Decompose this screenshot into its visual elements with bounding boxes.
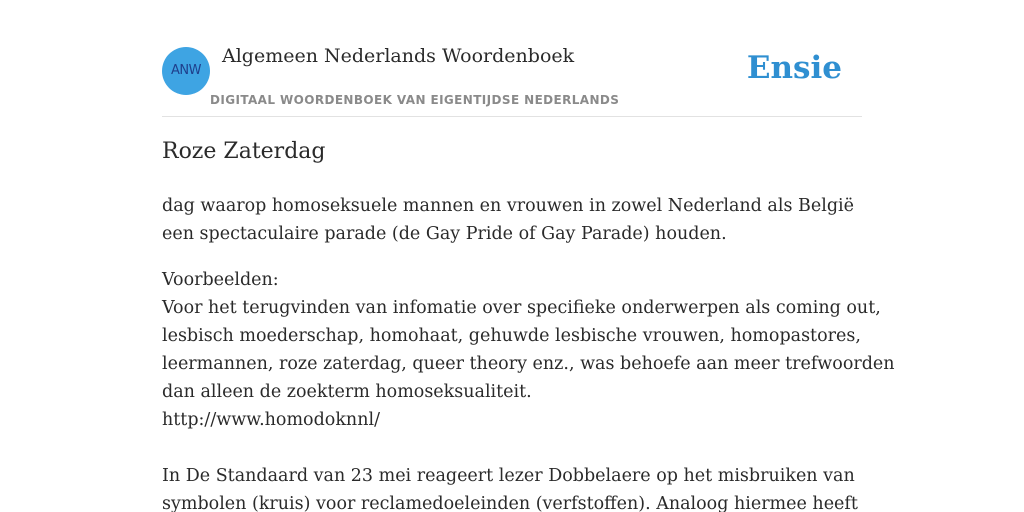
example-line: dan alleen de zoekterm homoseksualiteit. <box>162 382 532 402</box>
entry-title: Roze Zaterdag <box>162 139 326 164</box>
example-line: In De Standaard van 23 mei reageert lezer Dobbelaere op het misbruiken van <box>162 466 855 486</box>
entry-content <box>162 192 895 512</box>
examples-label: Voorbeelden: <box>162 270 279 290</box>
site-header <box>162 0 862 117</box>
spacer <box>162 434 867 462</box>
example-line: symbolen (kruis) voor reclamedoeleinden (verfstoffen). Analoog hiermee heeft <box>162 494 858 512</box>
definition-line: dag waarop homoseksuele mannen en vrouwen in zowel Nederland als België <box>162 196 854 216</box>
example-source: http://www.homodoknnl/ <box>162 410 380 430</box>
example-line: leermannen, roze zaterdag, queer theory enz., was behoefe aan meer trefwoorden <box>162 354 895 374</box>
site-subtitle: DIGITAAL WOORDENBOEK VAN EIGENTIJDSE NEDERLANDS <box>210 93 620 107</box>
example-line: Voor het terugvinden van infomatie over specifieke onderwerpen als coming out, <box>162 298 881 318</box>
site-title[interactable]: Algemeen Nederlands Woordenboek <box>222 45 575 67</box>
anw-logo[interactable]: ANW <box>162 47 210 95</box>
ensie-brand-link[interactable]: Ensie <box>746 50 842 86</box>
examples-section <box>162 266 895 512</box>
entry-definition <box>162 192 867 248</box>
definition-line: een spectaculaire parade (de Gay Pride of Gay Parade) houden. <box>162 224 727 244</box>
example-line: lesbisch moederschap, homohaat, gehuwde lesbische vrouwen, homopastores, <box>162 326 861 346</box>
